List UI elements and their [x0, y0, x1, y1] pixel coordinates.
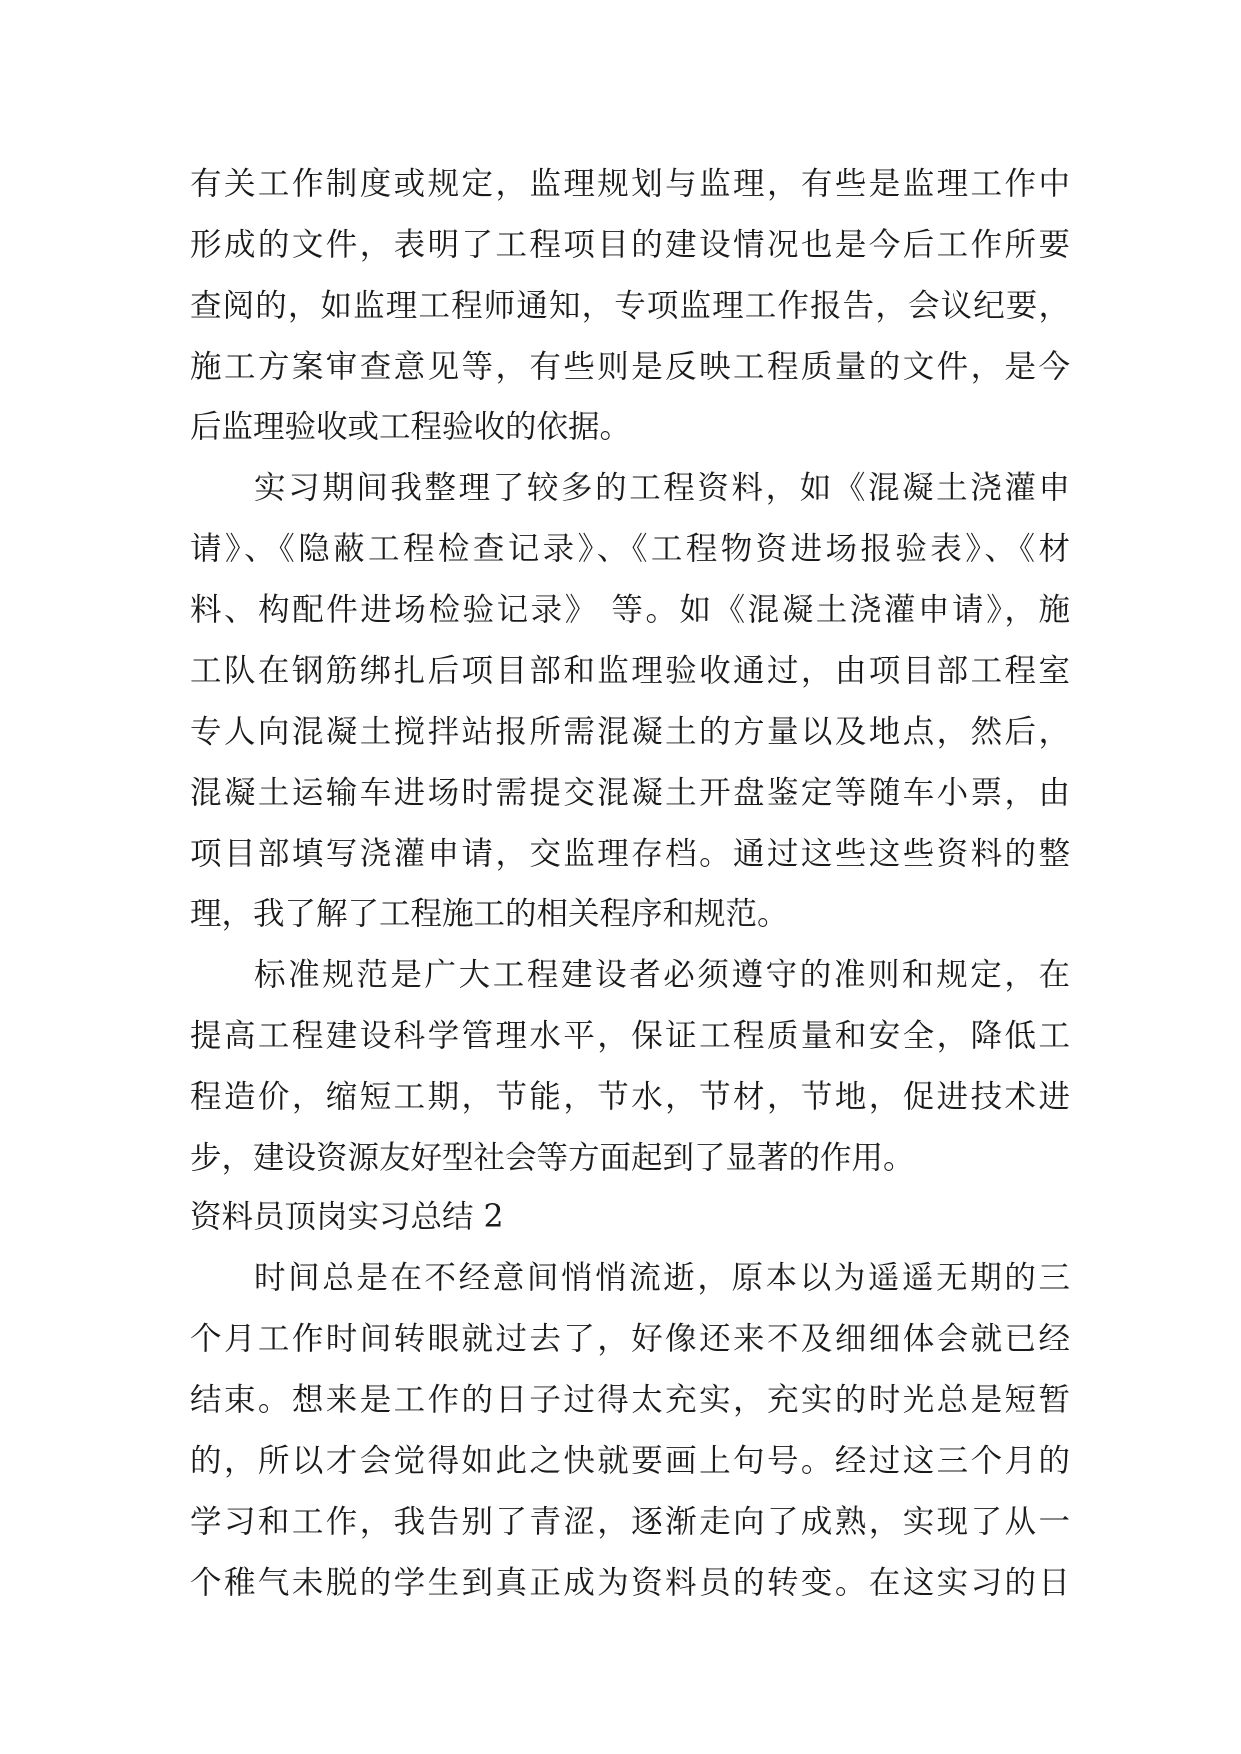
paragraph-first-line: 时间总是在不经意间悄悄流逝，原本以为遥遥无期的三	[254, 1260, 1070, 1296]
paragraph-line: 步，建设资源友好型社会等方面起到了显著的作用。	[190, 1140, 915, 1176]
paragraph-line: 工队在钢筋绑扎后项目部和监理验收通过，由项目部工程室	[190, 653, 1070, 689]
paragraph-line: 理，我了解了工程施工的相关程序和规范。	[190, 896, 789, 932]
paragraph-line: 混凝土运输车进场时需提交混凝土开盘鉴定等随车小票，由	[190, 775, 1070, 811]
paragraph-line: 项目部填写浇灌申请，交监理存档。通过这些这些资料的整	[190, 836, 1070, 872]
paragraph-line: 请》、《隐蔽工程检查记录》、《工程物资进场报验表》、《材	[190, 531, 1070, 567]
paragraph-line: 施工方案审查意见等，有些则是反映工程质量的文件，是今	[190, 349, 1070, 385]
paragraph-line: 程造价，缩短工期，节能，节水，节材，节地，促进技术进	[190, 1079, 1070, 1115]
paragraph-line: 形成的文件，表明了工程项目的建设情况也是今后工作所要	[190, 227, 1070, 263]
paragraph-first-line: 实习期间我整理了较多的工程资料，如《混凝土浇灌申	[254, 470, 1070, 506]
paragraph-line: 个月工作时间转眼就过去了，好像还来不及细细体会就已经	[190, 1321, 1070, 1357]
paragraph-line: 个稚气未脱的学生到真正成为资料员的转变。在这实习的日	[190, 1565, 1070, 1601]
section-heading: 资料员顶岗实习总结 2	[190, 1199, 504, 1235]
paragraph-first-line: 标准规范是广大工程建设者必须遵守的准则和规定，在	[254, 957, 1070, 993]
paragraph-line: 结束。想来是工作的日子过得太充实，充实的时光总是短暂	[190, 1382, 1070, 1418]
paragraph-line: 提高工程建设科学管理水平，保证工程质量和安全，降低工	[190, 1018, 1070, 1054]
paragraph-line: 查阅的，如监理工程师通知，专项监理工作报告，会议纪要，	[190, 288, 1070, 324]
paragraph-line: 学习和工作，我告别了青涩，逐渐走向了成熟，实现了从一	[190, 1504, 1070, 1540]
paragraph-line: 后监理验收或工程验收的依据。	[190, 409, 632, 445]
paragraph-line: 料、构配件进场检验记录》 等。如《混凝土浇灌申请》，施	[190, 592, 1070, 628]
paragraph-line: 专人向混凝土搅拌站报所需混凝土的方量以及地点，然后，	[190, 714, 1070, 750]
paragraph-line: 有关工作制度或规定，监理规划与监理，有些是监理工作中	[190, 166, 1070, 202]
paragraph-line: 的，所以才会觉得如此之快就要画上句号。经过这三个月的	[190, 1443, 1070, 1479]
